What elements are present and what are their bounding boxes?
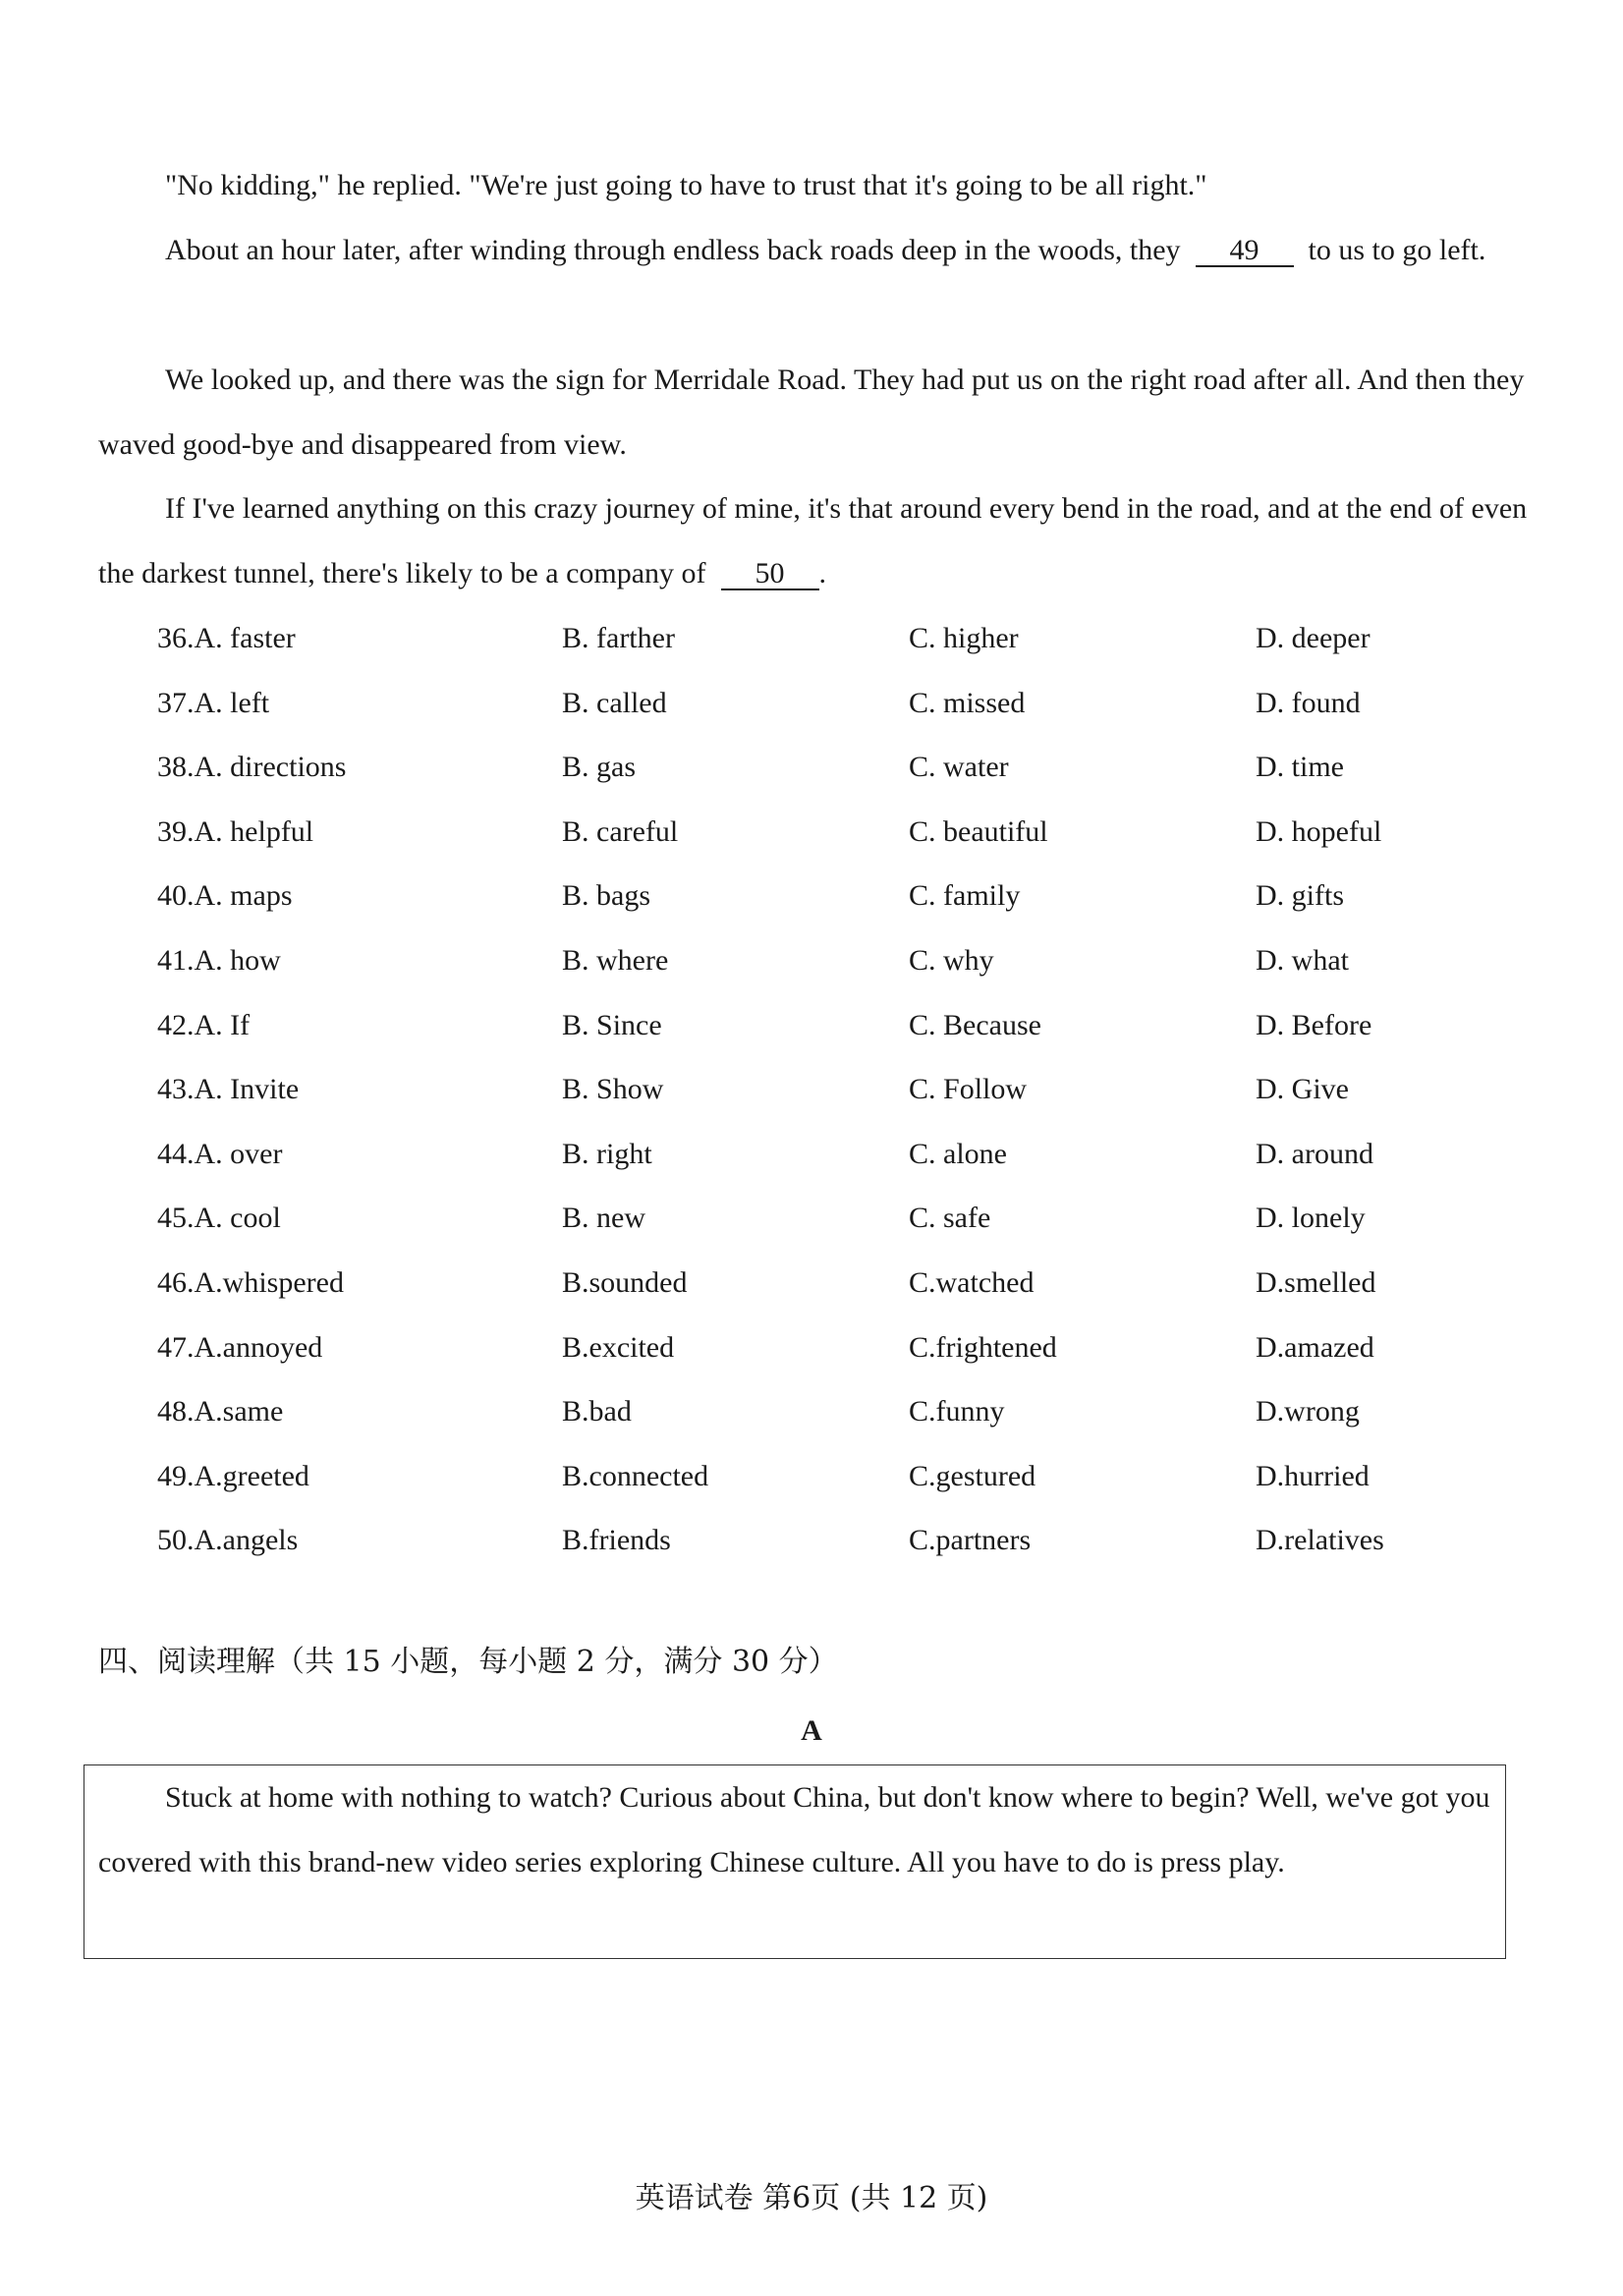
paragraph-4-text-after: . bbox=[818, 557, 827, 589]
option-c: C.gestured bbox=[909, 1459, 1036, 1492]
passage-paragraph-2 bbox=[98, 218, 1533, 283]
option-c: C. missed bbox=[909, 686, 1026, 719]
option-c: C. higher bbox=[909, 622, 1019, 654]
option-row bbox=[157, 864, 1434, 928]
option-c: C. water bbox=[909, 751, 1009, 784]
option-d: D. gifts bbox=[1256, 879, 1344, 913]
option-row bbox=[157, 606, 1434, 671]
option-row bbox=[157, 1316, 1434, 1380]
option-a: 44.A. over bbox=[157, 1137, 283, 1170]
option-row bbox=[157, 1057, 1434, 1122]
option-d: D. what bbox=[1256, 943, 1349, 977]
passage-paragraph-4 bbox=[98, 476, 1533, 606]
option-d: D. Give bbox=[1256, 1073, 1349, 1106]
option-row bbox=[157, 1122, 1434, 1187]
option-row bbox=[157, 1251, 1434, 1316]
option-row bbox=[157, 1186, 1434, 1251]
option-a: 38.A. directions bbox=[157, 751, 347, 784]
option-a: 50.A.angels bbox=[157, 1524, 299, 1557]
option-c: C. safe bbox=[909, 1202, 991, 1235]
option-row bbox=[157, 928, 1434, 993]
option-d: D.relatives bbox=[1256, 1524, 1384, 1557]
option-a: 40.A. maps bbox=[157, 879, 293, 913]
option-c: C. alone bbox=[909, 1137, 1007, 1170]
option-a: 36.A. faster bbox=[157, 622, 296, 654]
option-a: 39.A. helpful bbox=[157, 814, 314, 848]
option-d: D. around bbox=[1256, 1137, 1373, 1170]
option-row bbox=[157, 735, 1434, 800]
option-a: 49.A.greeted bbox=[157, 1459, 309, 1492]
answer-options-list bbox=[157, 606, 1434, 1573]
option-b: B. careful bbox=[562, 814, 679, 848]
option-c: C.watched bbox=[909, 1265, 1035, 1299]
paragraph-2-text-before: About an hour later, after winding through endless back roads deep in the woods, they bbox=[165, 234, 1181, 266]
option-b: B. right bbox=[562, 1137, 652, 1170]
option-d: D. lonely bbox=[1256, 1202, 1366, 1235]
option-row bbox=[157, 800, 1434, 865]
option-a: 42.A. If bbox=[157, 1008, 251, 1041]
option-b: B.sounded bbox=[562, 1265, 688, 1299]
option-d: D.wrong bbox=[1256, 1395, 1360, 1428]
option-c: C. why bbox=[909, 943, 994, 977]
option-d: D.amazed bbox=[1256, 1330, 1374, 1364]
paragraph-4-text-before: If I've learned anything on this crazy journey of mine, it's that around every bend in the road, and at the end of even the darkest tunnel, there's likely to be a company of bbox=[98, 492, 1528, 589]
option-d: D. time bbox=[1256, 751, 1344, 784]
blank-49: 49 bbox=[1196, 236, 1294, 267]
option-c: C.frightened bbox=[909, 1330, 1057, 1364]
reading-passage-text: Stuck at home with nothing to watch? Curious about China, but don't know where to begin? Well, we've got you covered with this brand-new video series exploring Chinese culture. All you have to do is press play. bbox=[98, 1781, 1490, 1878]
option-row bbox=[157, 993, 1434, 1058]
option-d: D. hopeful bbox=[1256, 814, 1382, 848]
option-b: B. called bbox=[562, 686, 667, 719]
option-b: B. new bbox=[562, 1202, 645, 1235]
option-a: 37.A. left bbox=[157, 686, 270, 719]
option-row bbox=[157, 671, 1434, 736]
option-row bbox=[157, 1379, 1434, 1444]
option-c: C. Because bbox=[909, 1008, 1041, 1041]
passage-paragraph-1: "No kidding," he replied. "We're just going to have to trust that it's going to be all right." bbox=[165, 169, 1207, 201]
option-a: 46.A.whispered bbox=[157, 1265, 344, 1299]
option-b: B. Show bbox=[562, 1073, 664, 1106]
passage-label: A bbox=[801, 1714, 822, 1747]
option-c: C. beautiful bbox=[909, 814, 1048, 848]
option-a: 41.A. how bbox=[157, 943, 281, 977]
option-b: B.connected bbox=[562, 1459, 709, 1492]
reading-passage-box bbox=[84, 1764, 1506, 1959]
option-c: C.funny bbox=[909, 1395, 1005, 1428]
option-b: B.bad bbox=[562, 1395, 632, 1428]
option-d: D.hurried bbox=[1256, 1459, 1370, 1492]
option-row bbox=[157, 1508, 1434, 1573]
option-b: B. gas bbox=[562, 751, 636, 784]
option-a: 43.A. Invite bbox=[157, 1073, 300, 1106]
option-b: B.friends bbox=[562, 1524, 671, 1557]
option-b: B. farther bbox=[562, 622, 675, 654]
section-heading: 四、阅读理解（共 15 小题，每小题 2 分，满分 30 分） bbox=[98, 1645, 838, 1679]
blank-50: 50 bbox=[721, 559, 819, 590]
option-b: B. bags bbox=[562, 879, 650, 913]
option-b: B.excited bbox=[562, 1330, 675, 1364]
option-d: D.smelled bbox=[1256, 1265, 1376, 1299]
option-a: 48.A.same bbox=[157, 1395, 284, 1428]
passage-paragraph-3: We looked up, and there was the sign for Merridale Road. They had put us on the right road after all. And then they waved good-bye and disappeared from view. bbox=[98, 364, 1525, 461]
option-a: 45.A. cool bbox=[157, 1202, 281, 1235]
page-footer: 英语试卷 第6页 (共 12 页) bbox=[635, 2181, 988, 2215]
option-a: 47.A.annoyed bbox=[157, 1330, 323, 1364]
option-d: D. found bbox=[1256, 686, 1361, 719]
option-c: C. family bbox=[909, 879, 1021, 913]
option-b: B. Since bbox=[562, 1008, 662, 1041]
option-c: C. Follow bbox=[909, 1073, 1028, 1106]
option-row bbox=[157, 1444, 1434, 1509]
option-d: D. Before bbox=[1256, 1008, 1372, 1041]
option-c: C.partners bbox=[909, 1524, 1032, 1557]
paragraph-2-text-after: to us to go left. bbox=[1308, 234, 1486, 266]
option-d: D. deeper bbox=[1256, 622, 1371, 654]
option-b: B. where bbox=[562, 943, 669, 977]
